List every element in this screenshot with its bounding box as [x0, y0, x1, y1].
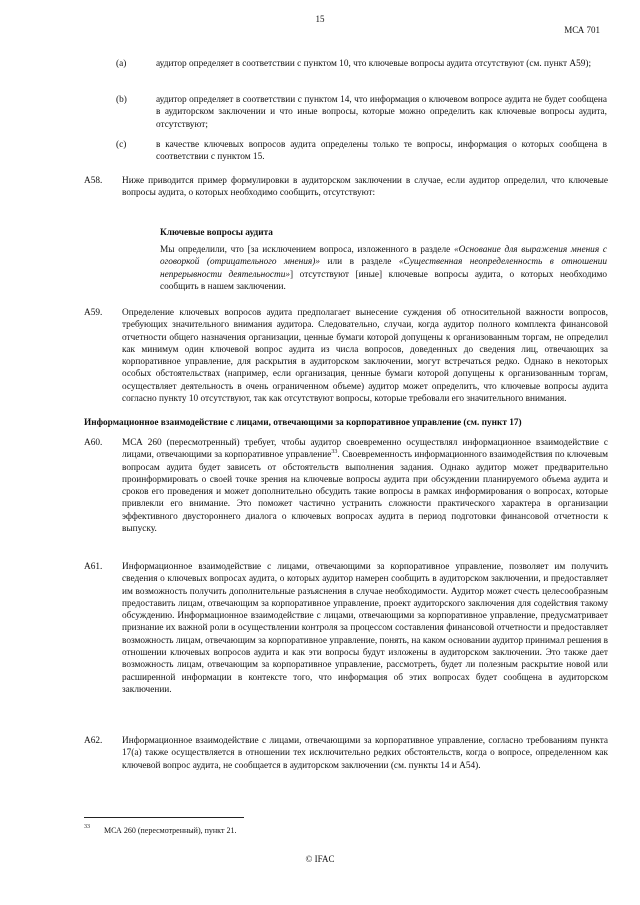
paragraph-text: Определение ключевых вопросов аудита предполагает вынесение суждения об относительной важности вопросов, требующих значительного внимания аудитора. Следовательно, случаи, когда аудитор полного комплекта финансовой отчетности общего назначения организации, ценные бумаги которой допущены к организованным торгам, не определил как минимум один ключевой вопрос аудита из числа вопросов, доведенных до сведения лиц, отвечающих за корпоративное управление, для раскрытия в аудиторском заключении, могут встречаться редко. Однако в некоторых особых обстоятельствах (например, если организация, ценные бумаги которой допущены к организованным торгам, осуществляет деятельность в очень ограниченном объеме) аудитор может определить, что ключевые вопросы аудита согласно пункту 10 отсутствуют, так как отсутствуют вопросы, которые требовали его значительного внимания.	[122, 308, 608, 405]
list-item-text: аудитор определяет в соответствии с пунктом 14, что информация о ключевом вопросе аудита не будет сообщена в аудиторском заключении и что иные вопросы, которые можно определить как ключевые вопросы аудита, отсутствуют;	[156, 95, 607, 130]
copyright-footer: © IFAC	[305, 854, 335, 864]
list-item-b	[116, 94, 607, 131]
paragraph-label: A62.	[84, 736, 103, 746]
paragraph-label: A61.	[84, 562, 103, 572]
paragraph-text: Информационное взаимодействие с лицами, отвечающими за корпоративное управление, позволяет им получить сведения о ключевых вопросах аудита, о которых аудитор намерен сообщить в аудиторском заключении, и предоставляет им возможность получить дополнительные разъяснения в случае необходимости. Аудитор может счесть целесообразным предоставить лицам, отвечающим за корпоративное управление, проект аудиторского заключения для содействия такому обсуждению. Информационное взаимодействие с лицами, отвечающими за корпоративное управление, предусматривает признание их важной роли в осуществлении контроля за процессом составления финансовой отчетности и предоставляет возможность лицам, отвечающим за корпоративное управление, понять, на каком основании аудитор принимал решения в отношении ключевых вопросов аудита и как эти вопросы будут изложены в аудиторском заключении. Это также дает возможность лицам, отвечающим за корпоративное управление, рассмотреть, будет ли полезным раскрытие новой или расширенной информации в контексте того, что информация об этих вопросах будет сообщена в аудиторском заключении.	[122, 562, 608, 695]
list-item-a	[116, 58, 607, 70]
paragraph-label: A59.	[84, 308, 103, 318]
section-heading: Информационное взаимодействие с лицами, отвечающими за корпоративное управление (см. пункт 17)	[84, 418, 522, 428]
list-item-label: (b)	[116, 95, 127, 105]
footnote-marker: 33	[84, 824, 90, 830]
page-number: 15	[315, 14, 325, 24]
list-item-text: аудитор определяет в соответствии с пунктом 10, что ключевые вопросы аудита отсутствуют (см. пункт A59);	[156, 59, 592, 69]
document-code: МСА 701	[564, 25, 600, 35]
list-item-text: в качестве ключевых вопросов аудита определены только те вопросы, информация о которых сообщена в соответствии с пунктом 15.	[156, 140, 607, 163]
footnote-ref: 33	[331, 449, 338, 456]
list-item-label: (c)	[116, 140, 127, 150]
footnote-divider	[84, 817, 244, 818]
paragraph-a60	[84, 437, 608, 535]
paragraph-label: A58.	[84, 176, 103, 186]
paragraph-text: Ниже приводится пример формулировки в аудиторском заключении в случае, если аудитор определил, что ключевые вопросы аудита, о которых необходимо сообщить, отсутствуют:	[122, 176, 608, 199]
footnote-text: МСА 260 (пересмотренный), пункт 21.	[104, 826, 237, 835]
list-item-label: (a)	[116, 59, 127, 69]
example-title: Ключевые вопросы аудита	[160, 228, 273, 238]
paragraph-a62	[84, 735, 608, 772]
list-item-c	[116, 139, 607, 164]
paragraph-label: A60.	[84, 438, 103, 448]
paragraph-a61	[84, 561, 608, 696]
paragraph-a58	[84, 175, 608, 200]
paragraph-text: Информационное взаимодействие с лицами, отвечающими за корпоративное управление, согласно требованиям пункта 17(a) также осуществляется в отношении тех исключительно редких обстоятельств, когда о вопросе, определенном как ключевой вопрос аудита, не сообщается в аудиторском заключении (см. пункты 14 и A54).	[122, 736, 608, 771]
footnote	[84, 826, 236, 835]
example-text: Мы определили, что [за исключением вопроса, изложенного в разделе «Основание для выражения мнения с оговоркой (отрицательного мнения)» или в разделе «Существенная неопределенность в отношении непрерывности деятельности»] отсутствуют [иные] ключевые вопросы аудита, о которых необходимо сообщить в нашем заключении.	[160, 245, 608, 292]
paragraph-text: МСА 260 (пересмотренный) требует, чтобы аудитор своевременно осуществлял информационное взаимодействие с лицами, отвечающими за корпоративное управление$^{33}$. Своевременность информационного взаимодействия по ключевым вопросам аудита будет зависеть от обстоятельств выполнения задания. Однако аудитор может предварительно проинформировать о своей точке зрения на ключевые вопросы аудита при обсуждении планируемого объема аудита и сроков его проведения и может дополнительно обсудить такие вопросы в рамках информирования о вопросах, которые привлекли его внимание. Это поможет частично устранить сложности практического характера в организации эффективного двустороннего диалога о ключевых вопросах аудита в период подготовки финансовой отчетности к выпуску.	[122, 438, 608, 535]
paragraph-a59	[84, 307, 608, 405]
